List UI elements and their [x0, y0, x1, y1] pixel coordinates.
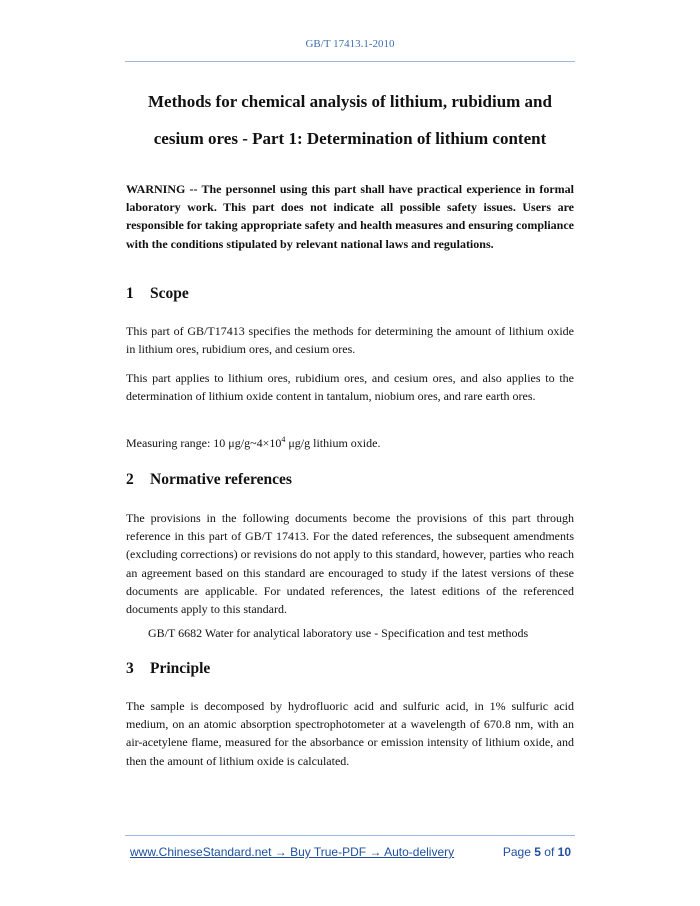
section-title: Scope	[150, 285, 189, 302]
page-current: 5	[534, 845, 541, 859]
scope-paragraph-2: This part applies to lithium ores, rubidium ores, and cesium ores, and also applies to the determination of lithium oxide content in tantalum, niobium ores, and rare earth ores.	[126, 371, 574, 404]
section-title: Principle	[150, 660, 211, 677]
running-header: GB/T 17413.1-2010	[305, 38, 395, 50]
section-heading-scope	[126, 285, 189, 303]
footer-divider	[125, 835, 575, 836]
range-suffix: μg/g lithium oxide.	[285, 436, 381, 450]
measuring-range	[126, 434, 574, 452]
page-of: of	[544, 845, 555, 859]
section-heading-principle	[126, 660, 210, 678]
title-line-1: Methods for chemical analysis of lithium, rubidium and	[148, 92, 552, 111]
page-label: Page	[502, 845, 531, 859]
range-prefix: Measuring range: 10 μg/g~4×10	[126, 436, 282, 450]
page-total: 10	[557, 845, 571, 859]
section-number: 3	[126, 660, 134, 677]
scope-paragraph-1: This part of GB/T17413 specifies the methods for determining the amount of lithium oxide in lithium ores, rubidium ores, and cesium ores.	[126, 324, 574, 357]
store-link[interactable]: www.ChineseStandard.net → Buy True-PDF → Auto-delivery	[130, 845, 455, 859]
document-title	[110, 83, 590, 157]
section-number: 1	[126, 285, 134, 302]
warning-paragraph: WARNING -- The personnel using this part shall have practical experience in formal laboratory work. This part does not indicate all possible safety issues. Users are responsible for taking appropriate safety and health measures and ensuring compliance with the conditions stipulated by relevant national laws and regulations.	[126, 182, 574, 251]
title-line-2: cesium ores - Part 1: Determination of lithium content	[153, 129, 547, 148]
principle-paragraph: The sample is decomposed by hydrofluoric acid and sulfuric acid, in 1% sulfuric acid medium, on an atomic absorption spectrophotometer at a wavelength of 670.8 nm, with an air-acetylene flame, measured for the absorbance or emission intensity of lithium oxide, and then the amount of lithium oxide is calculated.	[126, 699, 574, 768]
section-heading-normative-references	[126, 471, 292, 489]
page-indicator	[503, 845, 571, 859]
section-title: Normative references	[150, 471, 292, 488]
header-divider	[125, 61, 575, 62]
section-number: 2	[126, 471, 134, 488]
normative-paragraph: The provisions in the following documents become the provisions of this part through reference in this part of GB/T 17413. For the dated references, the subsequent amendments (excluding corrections) or revisions do not apply to this standard, however, parties who reach an agreement based on this standard are encouraged to study if the latest versions of these documents are applicable. For undated references, the latest editions of the referenced documents apply to this standard.	[126, 511, 574, 617]
range-exponent: 4	[281, 435, 286, 444]
normative-reference-item: GB/T 6682 Water for analytical laboratory use - Specification and test methods	[148, 626, 529, 640]
